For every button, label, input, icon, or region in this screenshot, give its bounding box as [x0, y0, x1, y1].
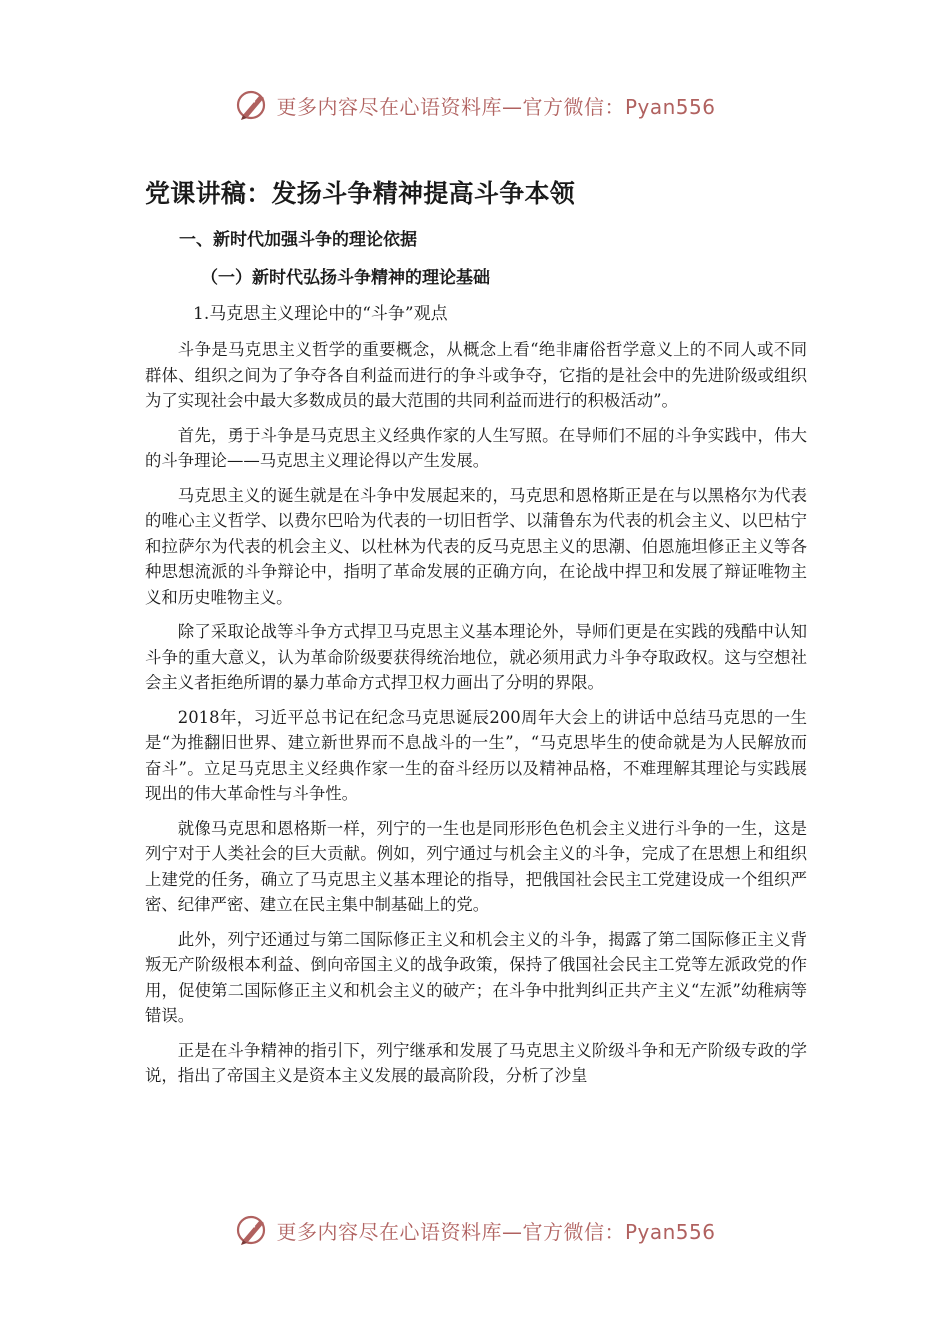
paragraph: 此外，列宁还通过与第二国际修正主义和机会主义的斗争，揭露了第二国际修正主义背叛无产阶级根本利益、倒向帝国主义的战争政策，保持了俄国社会民主工党等左派政党的作用，促使第二国际修正主义和机会主义的破产；在斗争中批判纠正共产主义“左派”幼稚病等错误。: [145, 929, 807, 1025]
paragraph: 正是在斗争精神的指引下，列宁继承和发展了马克思主义阶级斗争和无产阶级专政的学说，指出了帝国主义是资本主义发展的最高阶段，分析了沙皇: [145, 1040, 807, 1085]
paragraph: 除了采取论战等斗争方式捍卫马克思主义基本理论外，导师们更是在实践的残酷中认知斗争的重大意义，认为革命阶级要获得统治地位，就必须用武力斗争夺取政权。这与空想社会主义者拒绝所谓的暴力革命方式捍卫权力画出了分明的界限。: [145, 622, 807, 692]
watermark-footer: [0, 1210, 950, 1250]
watermark-text: 更多内容尽在心语资料库—官方微信：Pyan556: [276, 1219, 716, 1244]
pen-logo-icon: [234, 87, 270, 123]
paragraph: 斗争是马克思主义哲学的重要概念，从概念上看“绝非庸俗哲学意义上的不同人或不同群体、组织之间为了争夺各自利益而进行的争斗或争夺，它指的是社会中的先进阶级或组织为了实现社会中最大多数成员的最大范围的共同利益而进行的积极活动”。: [145, 340, 807, 410]
paragraph: 就像马克思和恩格斯一样，列宁的一生也是同形形色色机会主义进行斗争的一生，这是列宁对于人类社会的巨大贡献。例如，列宁通过与机会主义的斗争，完成了在思想上和组织上建党的任务，确立了马克思主义基本理论的指导，把俄国社会民主工党建设成一个组织严密、纪律严密、建立在民主集中制基础上的党。: [145, 818, 807, 914]
watermark-header: [0, 85, 950, 125]
paragraph: 马克思主义的诞生就是在斗争中发展起来的，马克思和恩格斯正是在与以黑格尔为代表的唯心主义哲学、以费尔巴哈为代表的一切旧哲学、以蒲鲁东为代表的机会主义、以巴枯宁和拉萨尔为代表的机会主义、以杜林为代表的反马克思主义的思潮、伯恩施坦修正主义等各种思想流派的斗争辩论中，指明了革命发展的正确方向，在论战中捍卫和发展了辩证唯物主义和历史唯物主义。: [145, 485, 807, 607]
paragraph: 首先，勇于斗争是马克思主义经典作家的人生写照。在导师们不屈的斗争实践中，伟大的斗争理论——马克思主义理论得以产生发展。: [145, 425, 807, 470]
point-heading: 1.马克思主义理论中的“斗争”观点: [193, 304, 448, 324]
pen-logo-icon: [234, 1212, 270, 1248]
document-title: 党课讲稿：发扬斗争精神提高斗争本领: [145, 179, 576, 208]
document-body: [145, 175, 807, 1098]
paragraph: 2018年，习近平总书记在纪念马克思诞辰200周年大会上的讲话中总结马克思的一生是“为推翻旧世界、建立新世界而不息战斗的一生”，“马克思毕生的使命就是为人民解放而奋斗”。立足马克思主义经典作家一生的奋斗经历以及精神品格，不难理解其理论与实践展现出的伟大革命性与斗争性。: [145, 707, 807, 803]
subsection-heading: （一）新时代弘扬斗争精神的理论基础: [201, 268, 490, 288]
section-heading: 一、新时代加强斗争的理论依据: [179, 230, 417, 250]
watermark-text: 更多内容尽在心语资料库—官方微信：Pyan556: [276, 94, 716, 119]
